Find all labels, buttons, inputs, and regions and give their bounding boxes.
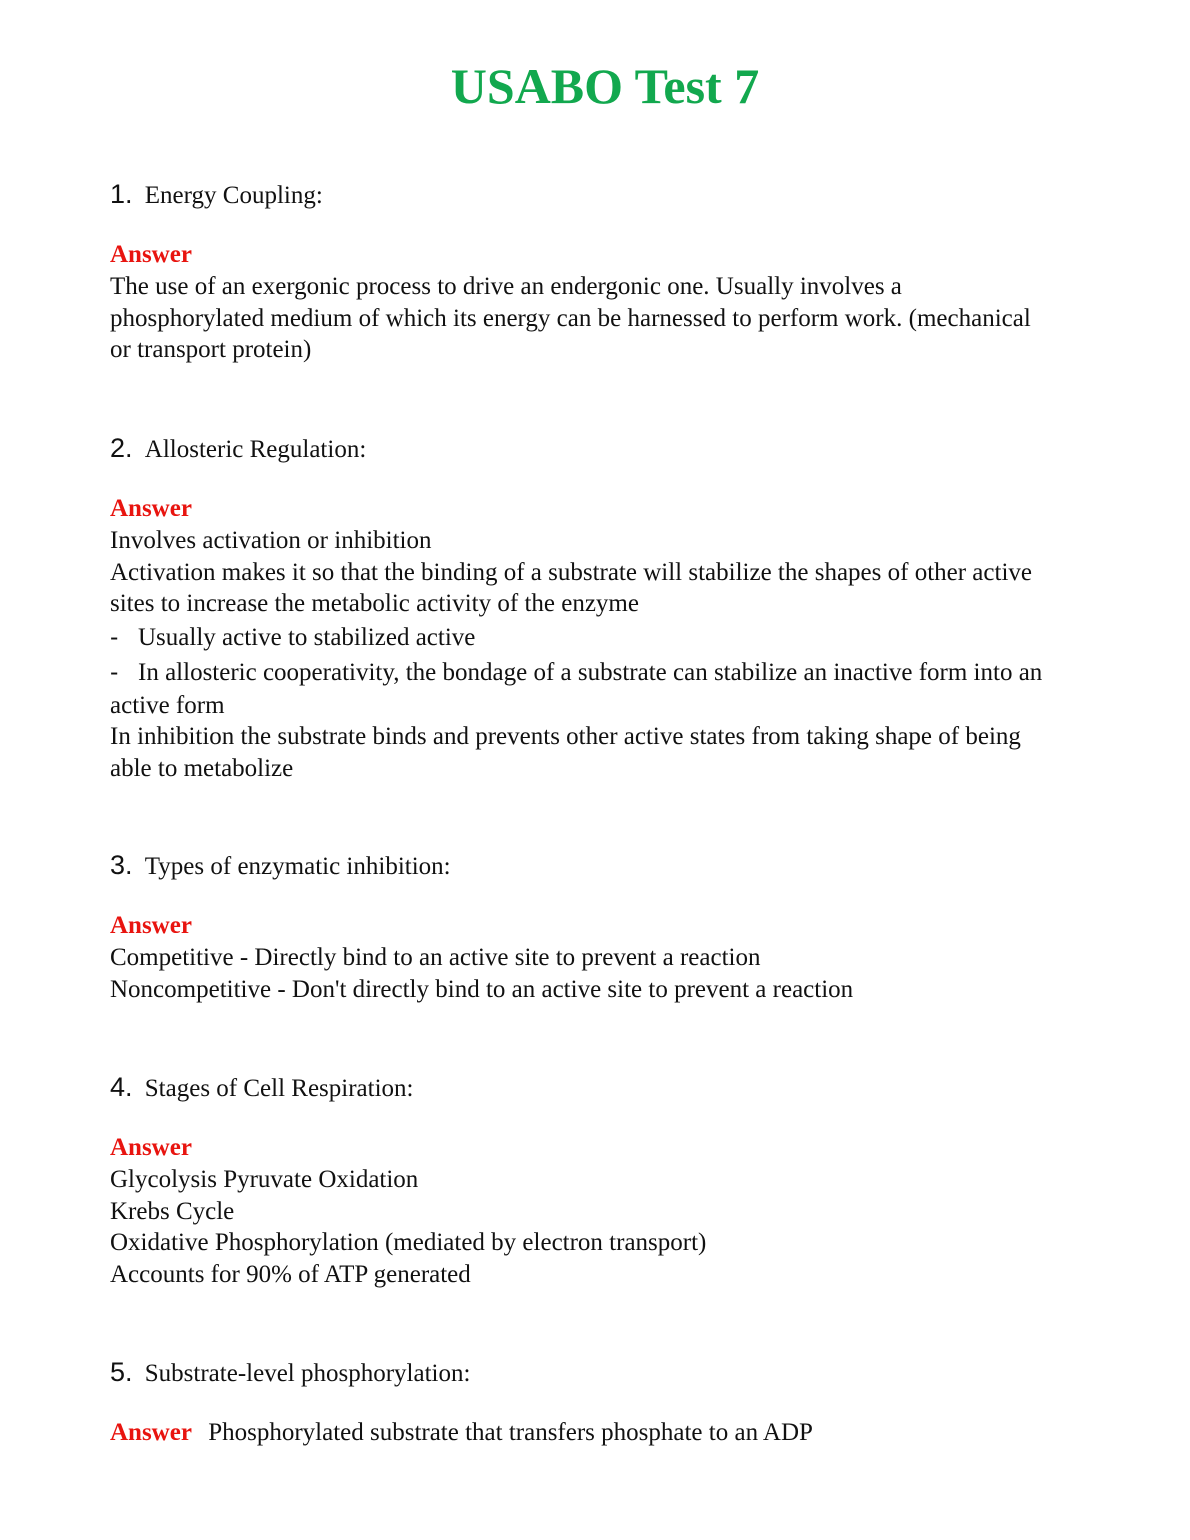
- answer-line: Glycolysis Pyruvate Oxidation: [110, 1166, 419, 1193]
- answer-line: Activation makes it so that the binding of a substrate will stabilize the shapes of other active: [110, 558, 1032, 586]
- answer-label: Answer: [110, 241, 192, 268]
- answer-line: In inhibition the substrate binds and prevents other active states from taking shape of being: [110, 723, 1021, 750]
- answer-line: The use of an exergonic process to drive an endergonic one. Usually involves a: [110, 273, 902, 300]
- answer-line: able to metabolize: [110, 754, 294, 782]
- question-heading: [110, 849, 1110, 881]
- question-3: [110, 849, 1110, 1005]
- answer-block: [110, 910, 1110, 1005]
- answer-label: Answer: [110, 912, 192, 939]
- answer-label: Answer: [110, 1419, 192, 1446]
- answer-block: [110, 239, 1110, 366]
- question-prompt: Stages of Cell Respiration:: [144, 1075, 414, 1102]
- dash-bullet: -: [110, 657, 119, 686]
- answer-block: [110, 493, 1110, 784]
- dash-bullet: -: [110, 622, 119, 651]
- answer-label: Answer: [110, 495, 192, 522]
- answer-text: Phosphorylated substrate that transfers phosphate to an ADP: [208, 1419, 813, 1446]
- answer-line: or transport protein): [110, 336, 312, 363]
- answer-line: Oxidative Phosphorylation (mediated by electron transport): [110, 1229, 707, 1256]
- question-number: 3.: [110, 850, 133, 880]
- bullet-item: [110, 655, 1110, 690]
- answer-line: Noncompetitive - Don't directly bind to an active site to prevent a reaction: [110, 975, 854, 1003]
- question-number: 2.: [110, 433, 133, 463]
- bullet-text: Usually active to stabilized active: [138, 623, 476, 651]
- page-title: USABO Test 7: [450, 58, 760, 114]
- answer-line: Competitive - Directly bind to an active site to prevent a reaction: [110, 944, 761, 971]
- question-number: 1.: [110, 179, 133, 209]
- answer-label: Answer: [110, 1134, 192, 1161]
- question-heading: [110, 178, 1110, 210]
- answer-line: Accounts for 90% of ATP generated: [110, 1260, 471, 1288]
- question-prompt: Allosteric Regulation:: [144, 436, 367, 463]
- answer-line: sites to increase the metabolic activity of the enzyme: [110, 590, 639, 617]
- question-number: 5.: [110, 1357, 133, 1387]
- question-5: [110, 1356, 1110, 1449]
- question-prompt: Energy Coupling:: [144, 182, 323, 209]
- question-2: [110, 432, 1110, 784]
- question-heading: [110, 1071, 1110, 1103]
- question-heading: [110, 432, 1110, 464]
- question-prompt: Substrate-level phosphorylation:: [144, 1360, 471, 1387]
- bullet-text: In allosteric cooperativity, the bondage of a substrate can stabilize an inactive form into an: [138, 658, 1043, 686]
- bullet-item: [110, 620, 1110, 655]
- answer-line: Krebs Cycle: [110, 1197, 235, 1225]
- question-prompt: Types of enzymatic inhibition:: [144, 853, 451, 880]
- question-heading: [110, 1356, 1110, 1388]
- question-number: 4.: [110, 1072, 133, 1102]
- question-1: [110, 178, 1110, 366]
- question-4: [110, 1071, 1110, 1290]
- answer-line: Involves activation or inhibition: [110, 527, 432, 554]
- answer-line: phosphorylated medium of which its energy can be harnessed to perform work. (mechanical: [110, 304, 1031, 332]
- answer-block: [110, 1417, 1110, 1449]
- answer-block: [110, 1132, 1110, 1290]
- answer-line: active form: [110, 691, 225, 719]
